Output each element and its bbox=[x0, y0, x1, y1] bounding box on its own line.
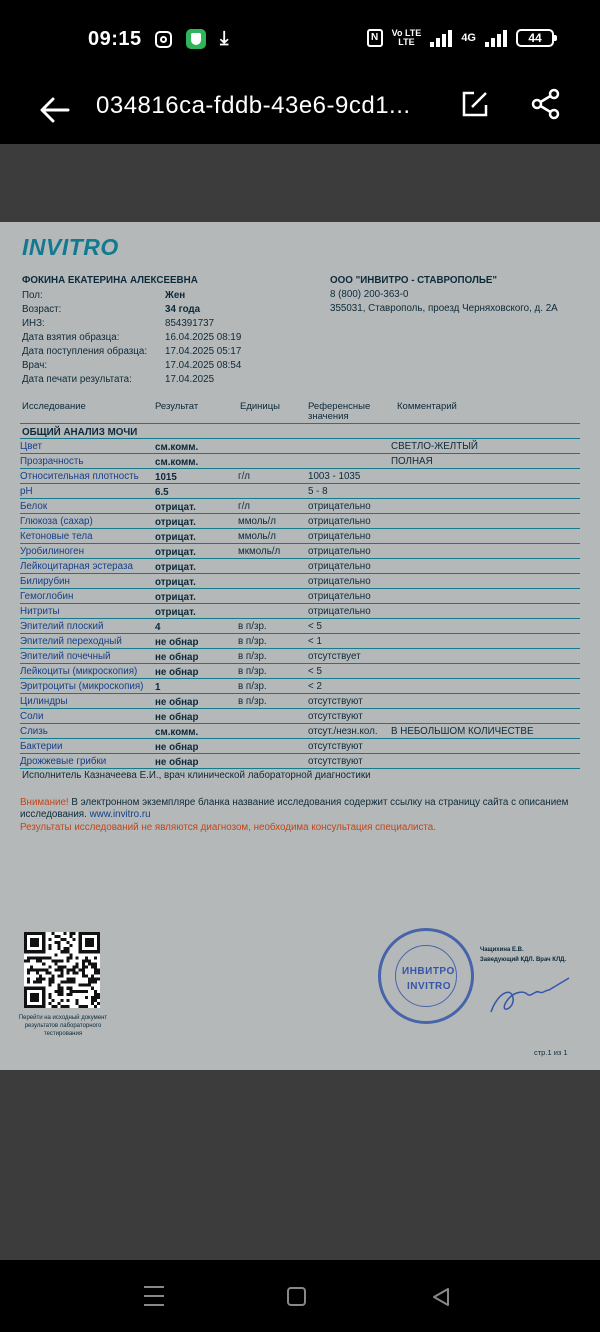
org-name: ООО "ИНВИТРО - СТАВРОПОЛЬЕ" bbox=[330, 275, 498, 286]
test-unit: г/л bbox=[238, 501, 251, 512]
header-test: Исследование bbox=[22, 401, 86, 412]
table-row bbox=[20, 589, 580, 604]
test-result: см.комм. bbox=[155, 727, 199, 738]
info-value: 17.04.2025 bbox=[165, 374, 215, 385]
test-result: не обнар bbox=[155, 757, 199, 768]
file-title: 034816ca-fddb-43e6-9cd1... bbox=[96, 92, 411, 119]
test-name[interactable]: Эпителий переходный bbox=[20, 636, 122, 647]
test-result: 6.5 bbox=[155, 487, 169, 498]
header-reference-line1: Референсные bbox=[308, 401, 371, 412]
org-address: 355031, Ставрополь, проезд Черняховского, д. 2А bbox=[330, 303, 558, 314]
test-reference: 1003 - 1035 bbox=[308, 471, 361, 482]
test-reference: отсутствуют bbox=[308, 696, 363, 707]
test-unit: в п/зр. bbox=[238, 636, 267, 647]
test-reference: отрицательно bbox=[308, 531, 371, 542]
notice bbox=[20, 797, 582, 821]
test-result: не обнар bbox=[155, 742, 199, 753]
info-value: Жен bbox=[165, 290, 186, 301]
test-result: не обнар bbox=[155, 652, 199, 663]
test-reference: отсутствуют bbox=[308, 711, 363, 722]
header-units: Единицы bbox=[240, 401, 281, 412]
table-row bbox=[20, 559, 580, 574]
notice-text: В электронном экземпляре бланка название исследования содержит ссылку на страницу сайта с описанием исследования. bbox=[20, 797, 569, 820]
test-result: отрицат. bbox=[155, 517, 196, 528]
test-unit: в п/зр. bbox=[238, 696, 267, 707]
table-row bbox=[20, 604, 580, 619]
app-bar bbox=[0, 80, 600, 144]
test-name[interactable]: pH bbox=[20, 486, 33, 497]
page-number: стр.1 из 1 bbox=[534, 1048, 568, 1057]
table-row bbox=[20, 529, 580, 544]
test-name[interactable]: Эритроциты (микроскопия) bbox=[20, 681, 144, 692]
test-result: не обнар bbox=[155, 712, 199, 723]
clock: 09:15 bbox=[88, 28, 142, 50]
test-name[interactable]: Дрожжевые грибки bbox=[20, 756, 107, 767]
test-result: отрицат. bbox=[155, 577, 196, 588]
patient-name: ФОКИНА ЕКАТЕРИНА АЛЕКСЕЕВНА bbox=[22, 275, 198, 286]
qr-code[interactable] bbox=[24, 932, 100, 1008]
download-icon: ⤓ bbox=[220, 28, 229, 49]
header-reference bbox=[308, 402, 370, 422]
signature bbox=[483, 964, 573, 1024]
info-value: 34 года bbox=[165, 304, 201, 315]
test-reference: отрицательно bbox=[308, 516, 371, 527]
info-value: 17.04.2025 05:17 bbox=[165, 346, 242, 357]
test-name[interactable]: Билирубин bbox=[20, 576, 70, 587]
table-row bbox=[20, 574, 580, 589]
test-unit: в п/зр. bbox=[238, 651, 267, 662]
table-row bbox=[20, 649, 580, 664]
table-row bbox=[20, 679, 580, 694]
test-name[interactable]: Цвет bbox=[20, 441, 42, 452]
test-reference: отсут./незн.кол. bbox=[308, 726, 378, 737]
executor: Исполнитель Казначеева Е.И., врач клинической лабораторной диагностики bbox=[22, 770, 371, 781]
navigation-bar bbox=[0, 1260, 600, 1332]
back-arrow-icon[interactable] bbox=[38, 93, 72, 127]
test-name[interactable]: Белок bbox=[20, 501, 48, 512]
document-page bbox=[0, 222, 600, 1070]
info-label: ИНЗ: bbox=[22, 318, 45, 329]
test-reference: отсутствуют bbox=[308, 741, 363, 752]
table-header-rule bbox=[20, 423, 580, 424]
test-unit: г/л bbox=[238, 471, 251, 482]
test-unit: ммоль/л bbox=[238, 531, 276, 542]
header-result: Результат bbox=[155, 401, 199, 412]
instagram-icon bbox=[155, 31, 172, 48]
test-name[interactable]: Эпителий почечный bbox=[20, 651, 111, 662]
info-value: 17.04.2025 08:54 bbox=[165, 360, 242, 371]
table-row bbox=[20, 724, 580, 739]
info-label: Дата поступления образца: bbox=[22, 346, 148, 357]
table-row bbox=[20, 439, 580, 454]
nfc-icon: N bbox=[367, 29, 383, 47]
table-row bbox=[20, 739, 580, 754]
test-reference: < 5 bbox=[308, 621, 322, 632]
test-result: отрицат. bbox=[155, 607, 196, 618]
volte-icon bbox=[392, 29, 422, 47]
disclaimer: Результаты исследований не являются диагнозом, необходима консультация специалиста. bbox=[20, 822, 436, 833]
stamp-text-1: ИНВИТРО bbox=[402, 966, 455, 977]
test-unit: в п/зр. bbox=[238, 666, 267, 677]
test-reference: отрицательно bbox=[308, 561, 371, 572]
qr-caption: Перейти на исходный документ результатов лабораторного тестирования bbox=[18, 1015, 108, 1037]
recent-apps-icon[interactable] bbox=[144, 1286, 164, 1306]
signal-icon bbox=[430, 29, 452, 47]
test-reference: отрицательно bbox=[308, 576, 371, 587]
signer-name: Чащихина Е.В. bbox=[480, 947, 524, 953]
document-viewer[interactable] bbox=[0, 144, 600, 1260]
test-result: см.комм. bbox=[155, 442, 199, 453]
table-row bbox=[20, 709, 580, 724]
header-comment: Комментарий bbox=[397, 401, 457, 412]
battery-icon: 44 bbox=[516, 29, 554, 47]
test-result: не обнар bbox=[155, 667, 199, 678]
table-row bbox=[20, 664, 580, 679]
table-row bbox=[20, 454, 580, 469]
signal-icon-2 bbox=[485, 29, 507, 47]
network-type: 4G bbox=[461, 32, 476, 44]
security-shield-icon bbox=[186, 29, 206, 49]
test-reference: отрицательно bbox=[308, 546, 371, 557]
volte-label: Vo LTE bbox=[391, 28, 422, 38]
test-comment: В НЕБОЛЬШОМ КОЛИЧЕСТВЕ bbox=[391, 726, 534, 737]
test-reference: 5 - 8 bbox=[308, 486, 328, 497]
test-name[interactable]: Цилиндры bbox=[20, 696, 68, 707]
stamp-text-2: INVITRO bbox=[407, 981, 452, 992]
test-reference: отрицательно bbox=[308, 501, 371, 512]
invitro-logo: INVITRO bbox=[22, 234, 119, 260]
share-icon[interactable] bbox=[530, 88, 562, 120]
test-unit: в п/зр. bbox=[238, 621, 267, 632]
test-result: 4 bbox=[155, 622, 161, 633]
info-value: 16.04.2025 08:19 bbox=[165, 332, 242, 343]
table-row bbox=[20, 499, 580, 514]
test-comment: ПОЛНАЯ bbox=[391, 456, 433, 467]
header-reference-line2: значения bbox=[308, 411, 349, 422]
info-value: 854391737 bbox=[165, 318, 215, 329]
test-reference: отрицательно bbox=[308, 591, 371, 602]
test-name[interactable]: Соли bbox=[20, 711, 44, 722]
info-label: Дата печати результата: bbox=[22, 374, 132, 385]
test-reference: < 1 bbox=[308, 636, 322, 647]
info-label: Пол: bbox=[22, 290, 43, 301]
test-comment: СВЕТЛО-ЖЕЛТЫЙ bbox=[391, 441, 478, 452]
table-row bbox=[20, 754, 580, 769]
signer-title: Заведующий КДЛ. Врач КЛД. bbox=[480, 957, 567, 963]
test-unit: в п/зр. bbox=[238, 681, 267, 692]
test-name[interactable]: Кетоновые тела bbox=[20, 531, 93, 542]
test-name[interactable]: Эпителий плоский bbox=[20, 621, 104, 632]
test-result: 1015 bbox=[155, 472, 177, 483]
test-name[interactable]: Бактерии bbox=[20, 741, 63, 752]
test-name[interactable]: Глюкоза (сахар) bbox=[20, 516, 93, 527]
back-triangle-icon[interactable] bbox=[430, 1286, 452, 1308]
info-label: Врач: bbox=[22, 360, 48, 371]
org-phone: 8 (800) 200-363-0 bbox=[330, 289, 409, 300]
table-row bbox=[20, 484, 580, 499]
test-name[interactable]: Лейкоциты (микроскопия) bbox=[20, 666, 138, 677]
info-label: Дата взятия образца: bbox=[22, 332, 120, 343]
test-result: отрицат. bbox=[155, 592, 196, 603]
invitro-link[interactable]: www.invitro.ru bbox=[89, 809, 151, 820]
notice-warning: Внимание! bbox=[20, 797, 69, 808]
test-name[interactable]: Слизь bbox=[20, 726, 48, 737]
test-result: отрицат. bbox=[155, 532, 196, 543]
test-result: отрицат. bbox=[155, 547, 196, 558]
test-unit: ммоль/л bbox=[238, 516, 276, 527]
table-row bbox=[20, 544, 580, 559]
test-name[interactable]: Гемоглобин bbox=[20, 591, 74, 602]
edit-icon[interactable] bbox=[460, 89, 490, 119]
test-reference: отсутствует bbox=[308, 651, 361, 662]
notification-icons bbox=[155, 29, 228, 49]
test-reference: < 5 bbox=[308, 666, 322, 677]
test-result: см.комм. bbox=[155, 457, 199, 468]
info-label: Возраст: bbox=[22, 304, 62, 315]
system-icons bbox=[367, 29, 554, 47]
table-row bbox=[20, 634, 580, 649]
status-bar bbox=[0, 0, 600, 80]
test-name[interactable]: Относительная плотность bbox=[20, 471, 139, 482]
test-reference: отрицательно bbox=[308, 606, 371, 617]
test-result: не обнар bbox=[155, 637, 199, 648]
test-name[interactable]: Лейкоцитарная эстераза bbox=[20, 561, 133, 572]
test-result: отрицат. bbox=[155, 562, 196, 573]
table-row bbox=[20, 694, 580, 709]
test-reference: отсутствуют bbox=[308, 756, 363, 767]
test-result: отрицат. bbox=[155, 502, 196, 513]
table-row bbox=[20, 514, 580, 529]
test-unit: мкмоль/л bbox=[238, 546, 281, 557]
home-icon[interactable] bbox=[287, 1287, 306, 1306]
test-result: не обнар bbox=[155, 697, 199, 708]
lte-label: LTE bbox=[398, 37, 415, 47]
test-reference: < 2 bbox=[308, 681, 322, 692]
table-row bbox=[20, 469, 580, 484]
test-result: 1 bbox=[155, 682, 161, 693]
section-title: ОБЩИЙ АНАЛИЗ МОЧИ bbox=[22, 427, 138, 438]
test-name[interactable]: Прозрачность bbox=[20, 456, 84, 467]
table-row bbox=[20, 619, 580, 634]
test-name[interactable]: Уробилиноген bbox=[20, 546, 85, 557]
test-name[interactable]: Нитриты bbox=[20, 606, 60, 617]
